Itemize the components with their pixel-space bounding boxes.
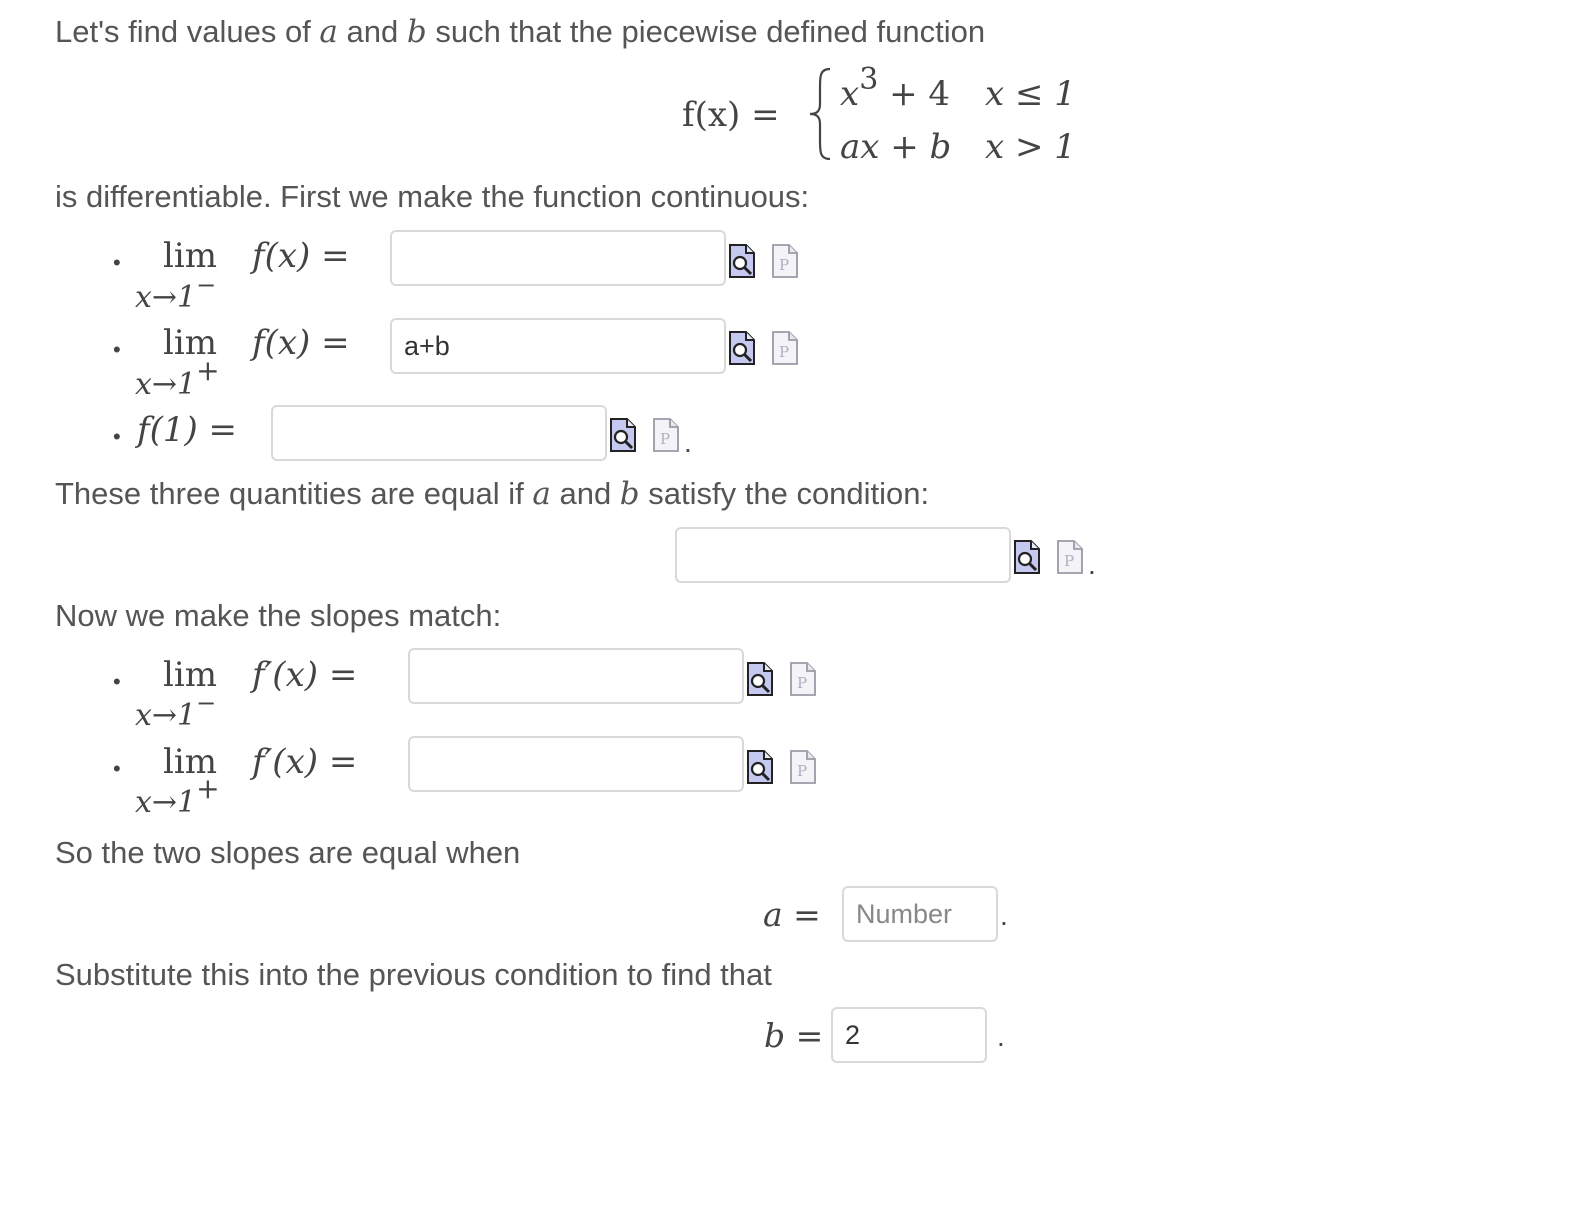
svg-text:P: P bbox=[797, 762, 808, 780]
preview-magnifier-icon[interactable] bbox=[728, 330, 756, 366]
substitute-text: Substitute this into the previous condition to find that bbox=[55, 957, 772, 992]
lim-derivative: f′(x) = bbox=[252, 742, 358, 782]
lim-word: lim bbox=[163, 742, 217, 782]
preview-magnifier-icon[interactable] bbox=[728, 243, 756, 279]
piecewise-case2-expr: ax + b bbox=[840, 127, 952, 167]
piecewise-case1-expr: x3 + 4 bbox=[840, 62, 951, 114]
bullet: • bbox=[113, 424, 121, 449]
lim-word: lim bbox=[163, 236, 217, 276]
slopes-intro: Now we make the slopes match: bbox=[55, 598, 502, 633]
lim-word: lim bbox=[163, 655, 217, 695]
condition-input[interactable] bbox=[675, 527, 1011, 583]
preview-magnifier-icon[interactable] bbox=[746, 661, 774, 697]
piecewise-case2-cond: x > 1 bbox=[985, 127, 1076, 167]
lim-subscript: x→1− bbox=[135, 689, 217, 733]
left-limit-input[interactable] bbox=[390, 230, 726, 286]
right-limit-input[interactable] bbox=[390, 318, 726, 374]
period: . bbox=[1088, 549, 1096, 580]
slopes-equal-text: So the two slopes are equal when bbox=[55, 835, 521, 870]
continuity-intro: is differentiable. First we make the function continuous: bbox=[55, 179, 810, 214]
svg-text:P: P bbox=[660, 430, 671, 448]
bullet: • bbox=[113, 250, 121, 275]
lim-function: f(x) = bbox=[252, 323, 350, 363]
var-a: a bbox=[532, 476, 551, 512]
p-document-icon[interactable] bbox=[789, 749, 817, 785]
left-slope-input[interactable] bbox=[408, 648, 744, 704]
right-slope-input[interactable] bbox=[408, 736, 744, 792]
period: . bbox=[684, 427, 692, 458]
condition-text: These three quantities are equal if a and b satisfy the condition: bbox=[55, 476, 930, 512]
svg-text:P: P bbox=[779, 343, 790, 361]
svg-text:P: P bbox=[1064, 552, 1075, 570]
lim-subscript: x→1+ bbox=[135, 354, 220, 402]
period: . bbox=[1000, 900, 1008, 931]
b-input[interactable] bbox=[831, 1007, 987, 1063]
lim-subscript: x→1+ bbox=[135, 772, 220, 820]
lim-function: f(x) = bbox=[252, 236, 350, 276]
p-document-icon[interactable] bbox=[771, 330, 799, 366]
p-document-icon[interactable] bbox=[789, 661, 817, 697]
svg-text:P: P bbox=[779, 256, 790, 274]
p-document-icon[interactable] bbox=[652, 417, 680, 453]
bullet: • bbox=[113, 756, 121, 781]
preview-magnifier-icon[interactable] bbox=[746, 749, 774, 785]
a-input[interactable] bbox=[842, 886, 998, 942]
p-document-icon[interactable] bbox=[771, 243, 799, 279]
intro-text: Let's find values of a and b such that the piecewise defined function bbox=[55, 14, 986, 50]
bullet: • bbox=[113, 337, 121, 362]
lim-subscript: x→1− bbox=[135, 271, 217, 315]
lim-derivative: f′(x) = bbox=[252, 655, 358, 695]
piecewise-lhs: f(x) = bbox=[682, 95, 780, 135]
var-b: b bbox=[619, 476, 640, 512]
preview-magnifier-icon[interactable] bbox=[1013, 539, 1041, 575]
p-document-icon[interactable] bbox=[1056, 539, 1084, 575]
b-label: b = bbox=[764, 1016, 824, 1055]
bullet: • bbox=[113, 669, 121, 694]
piecewise-brace bbox=[808, 66, 834, 162]
svg-text:P: P bbox=[797, 674, 808, 692]
f-of-1: f(1) = bbox=[137, 410, 238, 450]
f1-input[interactable] bbox=[271, 405, 607, 461]
a-label: a = bbox=[763, 895, 821, 934]
lim-word: lim bbox=[163, 323, 217, 363]
period: . bbox=[997, 1021, 1005, 1052]
preview-magnifier-icon[interactable] bbox=[609, 417, 637, 453]
piecewise-case1-cond: x ≤ 1 bbox=[985, 74, 1076, 114]
var-b: b bbox=[406, 14, 427, 50]
var-a: a bbox=[319, 14, 338, 50]
